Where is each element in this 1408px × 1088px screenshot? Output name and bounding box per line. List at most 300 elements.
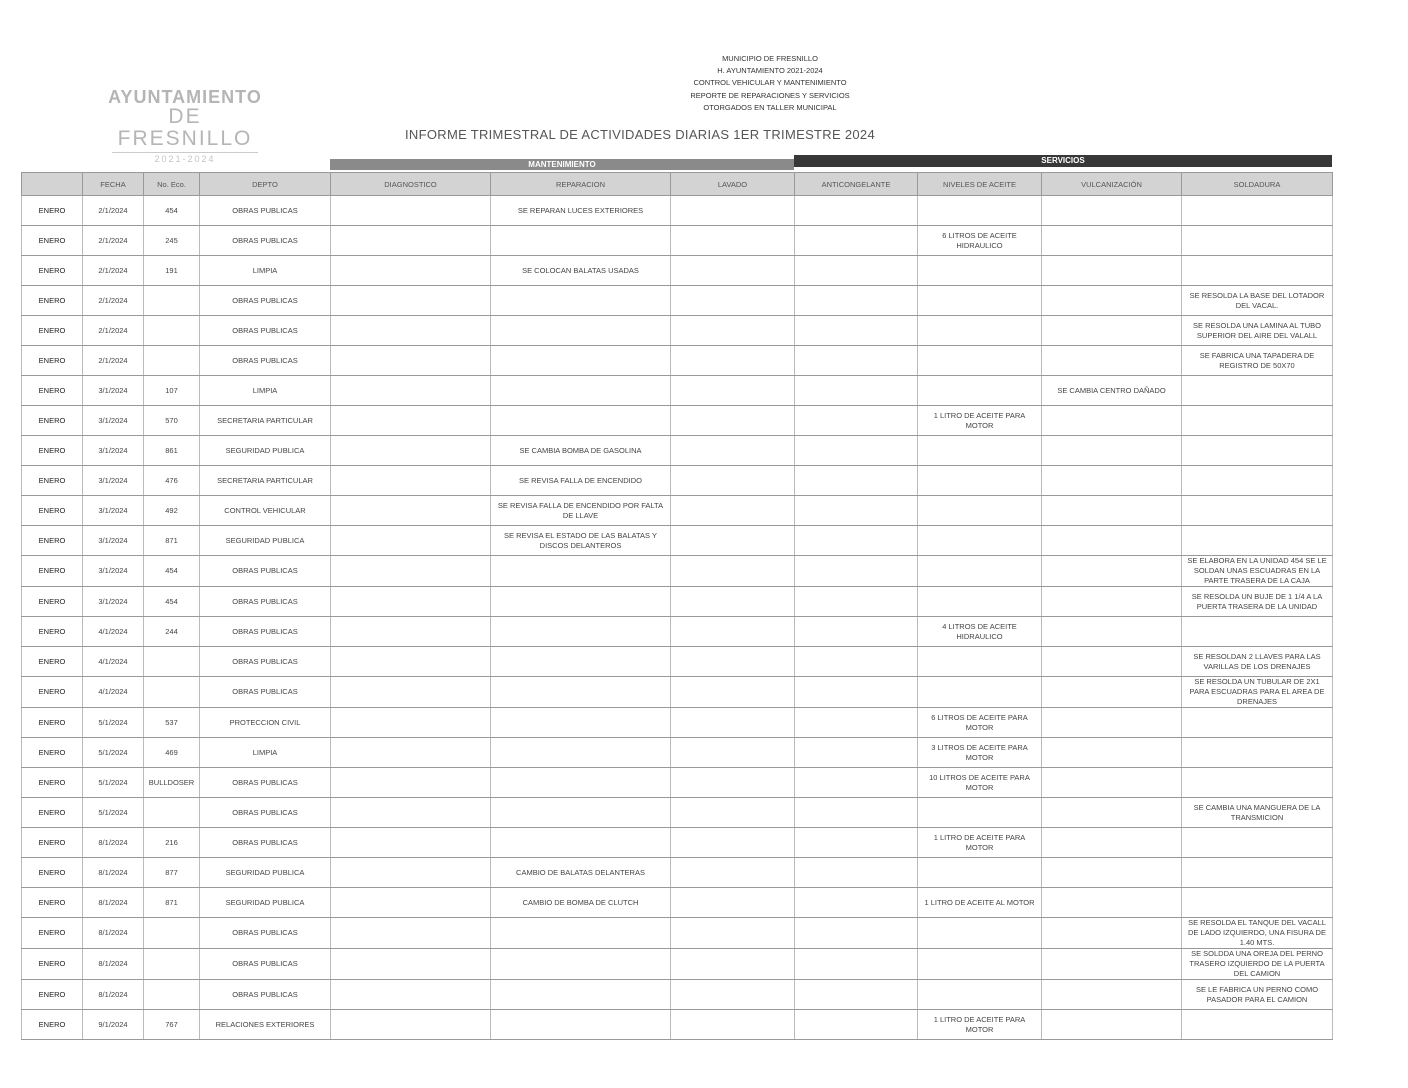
cell-vulcanizacion	[1042, 768, 1182, 798]
cell-reparacion: CAMBIO DE BOMBA DE CLUTCH	[491, 888, 671, 918]
cell-vulcanizacion	[1042, 738, 1182, 768]
header-line: H. AYUNTAMIENTO 2021-2024	[717, 66, 823, 76]
cell-reparacion	[491, 918, 671, 949]
cell-anticongelante	[795, 286, 918, 316]
cell-depto: OBRAS PUBLICAS	[200, 226, 331, 256]
cell-lavado	[671, 226, 795, 256]
cell-month: ENERO	[22, 196, 83, 226]
cell-month: ENERO	[22, 949, 83, 980]
cell-vulcanizacion	[1042, 918, 1182, 949]
cell-lavado	[671, 949, 795, 980]
cell-vulcanizacion	[1042, 526, 1182, 556]
cell-soldadura	[1182, 888, 1333, 918]
table-row	[22, 286, 1333, 316]
cell-soldadura: SE RESOLDA UN TUBULAR DE 2X1 PARA ESCUADRAS PARA EL AREA DE DRENAJES	[1182, 677, 1333, 708]
cell-fecha: 2/1/2024	[83, 196, 144, 226]
cell-diagnostico	[331, 376, 491, 406]
cell-month: ENERO	[22, 587, 83, 617]
cell-soldadura	[1182, 738, 1333, 768]
cell-soldadura: SE RESOLDA UN BUJE DE 1 1/4 A LA PUERTA TRASERA DE LA UNIDAD	[1182, 587, 1333, 617]
cell-lavado	[671, 406, 795, 436]
cell-anticongelante	[795, 738, 918, 768]
cell-soldadura	[1182, 708, 1333, 738]
cell-reparacion: SE REVISA FALLA DE ENCENDIDO	[491, 466, 671, 496]
cell-lavado	[671, 526, 795, 556]
cell-diagnostico	[331, 617, 491, 647]
cell-anticongelante	[795, 858, 918, 888]
cell-reparacion	[491, 768, 671, 798]
cell-anticongelante	[795, 647, 918, 677]
cell-month: ENERO	[22, 708, 83, 738]
table-row	[22, 949, 1333, 980]
cell-vulcanizacion	[1042, 798, 1182, 828]
cell-fecha: 8/1/2024	[83, 888, 144, 918]
cell-no-eco	[144, 286, 200, 316]
cell-no-eco: 537	[144, 708, 200, 738]
cell-depto: OBRAS PUBLICAS	[200, 798, 331, 828]
cell-vulcanizacion	[1042, 286, 1182, 316]
cell-diagnostico	[331, 196, 491, 226]
cell-fecha: 8/1/2024	[83, 828, 144, 858]
cell-diagnostico	[331, 798, 491, 828]
cell-fecha: 4/1/2024	[83, 677, 144, 708]
cell-soldadura: SE RESOLDA LA BASE DEL LOTADOR DEL VACAL.	[1182, 286, 1333, 316]
cell-soldadura	[1182, 1010, 1333, 1040]
cell-diagnostico	[331, 226, 491, 256]
cell-niveles-aceite	[918, 647, 1042, 677]
cell-month: ENERO	[22, 617, 83, 647]
cell-reparacion	[491, 376, 671, 406]
cell-vulcanizacion	[1042, 316, 1182, 346]
column-header-anticongelante: ANTICONGELANTE	[795, 173, 918, 196]
cell-depto: RELACIONES EXTERIORES	[200, 1010, 331, 1040]
cell-niveles-aceite: 6 LITROS DE ACEITE HIDRAULICO	[918, 226, 1042, 256]
cell-lavado	[671, 316, 795, 346]
cell-soldadura	[1182, 466, 1333, 496]
table-row	[22, 647, 1333, 677]
cell-anticongelante	[795, 406, 918, 436]
cell-reparacion	[491, 346, 671, 376]
cell-no-eco: BULLDOSER	[144, 768, 200, 798]
cell-vulcanizacion	[1042, 1010, 1182, 1040]
cell-depto: OBRAS PUBLICAS	[200, 647, 331, 677]
cell-month: ENERO	[22, 828, 83, 858]
cell-fecha: 5/1/2024	[83, 738, 144, 768]
cell-anticongelante	[795, 466, 918, 496]
cell-depto: OBRAS PUBLICAS	[200, 556, 331, 587]
table-row	[22, 1010, 1333, 1040]
cell-lavado	[671, 738, 795, 768]
cell-reparacion	[491, 587, 671, 617]
cell-niveles-aceite	[918, 858, 1042, 888]
cell-anticongelante	[795, 196, 918, 226]
cell-niveles-aceite	[918, 496, 1042, 526]
cell-niveles-aceite	[918, 949, 1042, 980]
cell-soldadura	[1182, 526, 1333, 556]
cell-no-eco: 877	[144, 858, 200, 888]
cell-depto: SEGURIDAD PUBLICA	[200, 858, 331, 888]
cell-no-eco: 107	[144, 376, 200, 406]
cell-fecha: 3/1/2024	[83, 526, 144, 556]
cell-niveles-aceite: 1 LITRO DE ACEITE PARA MOTOR	[918, 1010, 1042, 1040]
cell-fecha: 2/1/2024	[83, 316, 144, 346]
cell-vulcanizacion: SE CAMBIA CENTRO DAÑADO	[1042, 376, 1182, 406]
cell-depto: SECRETARIA PARTICULAR	[200, 466, 331, 496]
cell-month: ENERO	[22, 346, 83, 376]
cell-diagnostico	[331, 888, 491, 918]
cell-fecha: 4/1/2024	[83, 647, 144, 677]
ayuntamiento-logo	[100, 88, 270, 164]
cell-fecha: 4/1/2024	[83, 617, 144, 647]
cell-soldadura	[1182, 256, 1333, 286]
cell-anticongelante	[795, 617, 918, 647]
column-header-fecha: FECHA	[83, 173, 144, 196]
cell-lavado	[671, 798, 795, 828]
cell-diagnostico	[331, 526, 491, 556]
cell-lavado	[671, 888, 795, 918]
table-row	[22, 617, 1333, 647]
cell-soldadura	[1182, 617, 1333, 647]
table-row	[22, 587, 1333, 617]
cell-vulcanizacion	[1042, 617, 1182, 647]
column-header-depto: DEPTO	[200, 173, 331, 196]
cell-vulcanizacion	[1042, 888, 1182, 918]
cell-soldadura: SE RESOLDA EL TANQUE DEL VACALL DE LADO IZQUIERDO, UNA FISURA DE 1.40 MTS.	[1182, 918, 1333, 949]
cell-soldadura: SE FABRICA UNA TAPADERA DE REGISTRO DE 50X70	[1182, 346, 1333, 376]
cell-lavado	[671, 256, 795, 286]
cell-reparacion	[491, 286, 671, 316]
cell-no-eco: 244	[144, 617, 200, 647]
cell-fecha: 3/1/2024	[83, 556, 144, 587]
cell-no-eco: 454	[144, 196, 200, 226]
cell-niveles-aceite: 10 LITROS DE ACEITE PARA MOTOR	[918, 768, 1042, 798]
cell-diagnostico	[331, 768, 491, 798]
cell-month: ENERO	[22, 888, 83, 918]
cell-no-eco: 492	[144, 496, 200, 526]
cell-soldadura	[1182, 828, 1333, 858]
cell-reparacion: SE CAMBIA BOMBA DE GASOLINA	[491, 436, 671, 466]
header-line: OTORGADOS EN TALLER MUNICIPAL	[703, 102, 837, 112]
cell-no-eco: 454	[144, 556, 200, 587]
cell-anticongelante	[795, 949, 918, 980]
table-row	[22, 196, 1333, 226]
cell-fecha: 3/1/2024	[83, 587, 144, 617]
group-header-servicios: SERVICIOS	[794, 155, 1332, 167]
cell-lavado	[671, 587, 795, 617]
cell-depto: OBRAS PUBLICAS	[200, 768, 331, 798]
group-header-mantenimiento: MANTENIMIENTO	[330, 159, 794, 170]
cell-vulcanizacion	[1042, 677, 1182, 708]
cell-soldadura	[1182, 406, 1333, 436]
cell-soldadura: SE RESOLDAN 2 LLAVES PARA LAS VARILLAS DE LOS DRENAJES	[1182, 647, 1333, 677]
cell-vulcanizacion	[1042, 556, 1182, 587]
cell-niveles-aceite: 1 LITRO DE ACEITE PARA MOTOR	[918, 828, 1042, 858]
cell-diagnostico	[331, 346, 491, 376]
column-header-no-eco: No. Eco.	[144, 173, 200, 196]
cell-fecha: 9/1/2024	[83, 1010, 144, 1040]
cell-niveles-aceite: 6 LITROS DE ACEITE PARA MOTOR	[918, 708, 1042, 738]
table-header-row	[22, 173, 1333, 196]
cell-no-eco: 871	[144, 888, 200, 918]
cell-anticongelante	[795, 888, 918, 918]
table-row	[22, 828, 1333, 858]
cell-niveles-aceite	[918, 346, 1042, 376]
cell-fecha: 8/1/2024	[83, 858, 144, 888]
cell-fecha: 2/1/2024	[83, 226, 144, 256]
table-row	[22, 406, 1333, 436]
table-row	[22, 496, 1333, 526]
cell-no-eco: 454	[144, 587, 200, 617]
cell-soldadura: SE LE FABRICA UN PERNO COMO PASADOR PARA EL CAMION	[1182, 980, 1333, 1010]
cell-niveles-aceite	[918, 587, 1042, 617]
cell-niveles-aceite	[918, 196, 1042, 226]
cell-reparacion: SE COLOCAN BALATAS USADAS	[491, 256, 671, 286]
cell-no-eco: 871	[144, 526, 200, 556]
table-row	[22, 346, 1333, 376]
column-header-niveles-aceite: NIVELES DE ACEITE	[918, 173, 1042, 196]
cell-fecha: 2/1/2024	[83, 286, 144, 316]
cell-reparacion: SE REVISA EL ESTADO DE LAS BALATAS Y DISCOS DELANTEROS	[491, 526, 671, 556]
cell-fecha: 8/1/2024	[83, 949, 144, 980]
cell-reparacion: CAMBIO DE BALATAS DELANTERAS	[491, 858, 671, 888]
cell-soldadura	[1182, 226, 1333, 256]
cell-depto: OBRAS PUBLICAS	[200, 316, 331, 346]
cell-niveles-aceite	[918, 376, 1042, 406]
table-row	[22, 436, 1333, 466]
cell-reparacion	[491, 738, 671, 768]
cell-soldadura: SE CAMBIA UNA MANGUERA DE LA TRANSMICION	[1182, 798, 1333, 828]
table-row	[22, 980, 1333, 1010]
cell-month: ENERO	[22, 798, 83, 828]
table-row	[22, 918, 1333, 949]
cell-no-eco	[144, 677, 200, 708]
table-row	[22, 466, 1333, 496]
cell-month: ENERO	[22, 376, 83, 406]
cell-diagnostico	[331, 556, 491, 587]
cell-reparacion	[491, 406, 671, 436]
cell-anticongelante	[795, 1010, 918, 1040]
cell-no-eco	[144, 346, 200, 376]
cell-lavado	[671, 436, 795, 466]
cell-depto: SEGURIDAD PUBLICA	[200, 526, 331, 556]
cell-anticongelante	[795, 346, 918, 376]
cell-reparacion	[491, 1010, 671, 1040]
cell-depto: SEGURIDAD PUBLICA	[200, 888, 331, 918]
cell-lavado	[671, 346, 795, 376]
cell-vulcanizacion	[1042, 828, 1182, 858]
cell-lavado	[671, 828, 795, 858]
cell-vulcanizacion	[1042, 436, 1182, 466]
cell-vulcanizacion	[1042, 980, 1182, 1010]
cell-month: ENERO	[22, 526, 83, 556]
cell-anticongelante	[795, 677, 918, 708]
cell-niveles-aceite: 1 LITRO DE ACEITE AL MOTOR	[918, 888, 1042, 918]
cell-month: ENERO	[22, 466, 83, 496]
cell-depto: OBRAS PUBLICAS	[200, 918, 331, 949]
cell-diagnostico	[331, 256, 491, 286]
cell-soldadura: SE RESOLDA UNA LAMINA AL TUBO SUPERIOR DEL AIRE DEL VALALL	[1182, 316, 1333, 346]
table-row	[22, 798, 1333, 828]
document-header	[620, 53, 920, 114]
cell-depto: OBRAS PUBLICAS	[200, 677, 331, 708]
cell-no-eco	[144, 949, 200, 980]
cell-lavado	[671, 466, 795, 496]
cell-lavado	[671, 980, 795, 1010]
cell-fecha: 2/1/2024	[83, 256, 144, 286]
cell-reparacion	[491, 708, 671, 738]
cell-month: ENERO	[22, 768, 83, 798]
cell-anticongelante	[795, 980, 918, 1010]
cell-soldadura	[1182, 376, 1333, 406]
cell-vulcanizacion	[1042, 647, 1182, 677]
cell-no-eco: 476	[144, 466, 200, 496]
cell-depto: SECRETARIA PARTICULAR	[200, 406, 331, 436]
cell-reparacion	[491, 647, 671, 677]
cell-diagnostico	[331, 949, 491, 980]
cell-anticongelante	[795, 256, 918, 286]
cell-month: ENERO	[22, 286, 83, 316]
cell-anticongelante	[795, 798, 918, 828]
header-line: MUNICIPIO DE FRESNILLO	[722, 54, 818, 63]
cell-month: ENERO	[22, 256, 83, 286]
table-row	[22, 738, 1333, 768]
table-row	[22, 226, 1333, 256]
cell-reparacion	[491, 556, 671, 587]
cell-vulcanizacion	[1042, 196, 1182, 226]
cell-diagnostico	[331, 677, 491, 708]
table-row	[22, 376, 1333, 406]
logo-line-2: DE FRESNILLO	[117, 105, 253, 150]
cell-fecha: 3/1/2024	[83, 436, 144, 466]
cell-vulcanizacion	[1042, 858, 1182, 888]
cell-anticongelante	[795, 708, 918, 738]
cell-month: ENERO	[22, 1010, 83, 1040]
cell-vulcanizacion	[1042, 466, 1182, 496]
cell-soldadura	[1182, 496, 1333, 526]
cell-vulcanizacion	[1042, 346, 1182, 376]
cell-lavado	[671, 196, 795, 226]
column-header-month	[22, 173, 83, 196]
cell-fecha: 8/1/2024	[83, 918, 144, 949]
logo-line-3: 2021-2024	[112, 152, 258, 164]
cell-depto: OBRAS PUBLICAS	[200, 587, 331, 617]
table-row	[22, 316, 1333, 346]
cell-diagnostico	[331, 828, 491, 858]
cell-fecha: 5/1/2024	[83, 768, 144, 798]
cell-depto: OBRAS PUBLICAS	[200, 617, 331, 647]
cell-niveles-aceite	[918, 256, 1042, 286]
cell-niveles-aceite	[918, 436, 1042, 466]
column-header-soldadura: SOLDADURA	[1182, 173, 1333, 196]
cell-reparacion	[491, 677, 671, 708]
cell-soldadura	[1182, 436, 1333, 466]
cell-diagnostico	[331, 980, 491, 1010]
cell-anticongelante	[795, 587, 918, 617]
cell-reparacion	[491, 828, 671, 858]
cell-no-eco: 861	[144, 436, 200, 466]
cell-fecha: 2/1/2024	[83, 346, 144, 376]
column-header-diagnostico: DIAGNOSTICO	[331, 173, 491, 196]
cell-depto: PROTECCION CIVIL	[200, 708, 331, 738]
cell-month: ENERO	[22, 738, 83, 768]
cell-fecha: 8/1/2024	[83, 980, 144, 1010]
table-row	[22, 708, 1333, 738]
cell-no-eco: 767	[144, 1010, 200, 1040]
cell-soldadura	[1182, 196, 1333, 226]
cell-month: ENERO	[22, 677, 83, 708]
cell-niveles-aceite	[918, 466, 1042, 496]
cell-no-eco: 469	[144, 738, 200, 768]
cell-niveles-aceite	[918, 286, 1042, 316]
cell-depto: CONTROL VEHICULAR	[200, 496, 331, 526]
cell-depto: LIMPIA	[200, 256, 331, 286]
table-row	[22, 677, 1333, 708]
cell-niveles-aceite	[918, 526, 1042, 556]
cell-depto: OBRAS PUBLICAS	[200, 949, 331, 980]
cell-no-eco	[144, 798, 200, 828]
cell-lavado	[671, 496, 795, 526]
table-row	[22, 858, 1333, 888]
cell-lavado	[671, 677, 795, 708]
cell-month: ENERO	[22, 918, 83, 949]
cell-no-eco	[144, 918, 200, 949]
cell-month: ENERO	[22, 316, 83, 346]
cell-anticongelante	[795, 376, 918, 406]
cell-anticongelante	[795, 226, 918, 256]
cell-soldadura	[1182, 768, 1333, 798]
cell-niveles-aceite	[918, 798, 1042, 828]
cell-niveles-aceite	[918, 556, 1042, 587]
column-header-reparacion: REPARACION	[491, 173, 671, 196]
table-row	[22, 888, 1333, 918]
cell-depto: LIMPIA	[200, 376, 331, 406]
header-line: REPORTE DE REPARACIONES Y SERVICIOS	[690, 90, 850, 100]
cell-vulcanizacion	[1042, 587, 1182, 617]
cell-diagnostico	[331, 647, 491, 677]
cell-soldadura	[1182, 858, 1333, 888]
column-header-lavado: LAVADO	[671, 173, 795, 196]
cell-fecha: 3/1/2024	[83, 466, 144, 496]
cell-niveles-aceite: 3 LITROS DE ACEITE PARA MOTOR	[918, 738, 1042, 768]
cell-no-eco	[144, 316, 200, 346]
table-row	[22, 526, 1333, 556]
cell-reparacion	[491, 617, 671, 647]
logo-line-1: AYUNTAMIENTO	[108, 87, 262, 107]
cell-month: ENERO	[22, 436, 83, 466]
cell-anticongelante	[795, 918, 918, 949]
cell-anticongelante	[795, 556, 918, 587]
cell-niveles-aceite	[918, 918, 1042, 949]
cell-lavado	[671, 708, 795, 738]
cell-niveles-aceite: 1 LITRO DE ACEITE PARA MOTOR	[918, 406, 1042, 436]
cell-anticongelante	[795, 526, 918, 556]
cell-month: ENERO	[22, 406, 83, 436]
cell-diagnostico	[331, 708, 491, 738]
cell-reparacion: SE REPARAN LUCES EXTERIORES	[491, 196, 671, 226]
cell-lavado	[671, 918, 795, 949]
cell-diagnostico	[331, 316, 491, 346]
cell-no-eco: 570	[144, 406, 200, 436]
cell-lavado	[671, 286, 795, 316]
cell-month: ENERO	[22, 496, 83, 526]
cell-diagnostico	[331, 406, 491, 436]
cell-lavado	[671, 617, 795, 647]
cell-diagnostico	[331, 286, 491, 316]
cell-depto: SEGURIDAD PUBLICA	[200, 436, 331, 466]
cell-anticongelante	[795, 496, 918, 526]
cell-soldadura: SE SOLDDA UNA OREJA DEL PERNO TRASERO IZQUIERDO DE LA PUERTA DEL CAMION	[1182, 949, 1333, 980]
cell-reparacion: SE REVISA FALLA DE ENCENDIDO POR FALTA DE LLAVE	[491, 496, 671, 526]
